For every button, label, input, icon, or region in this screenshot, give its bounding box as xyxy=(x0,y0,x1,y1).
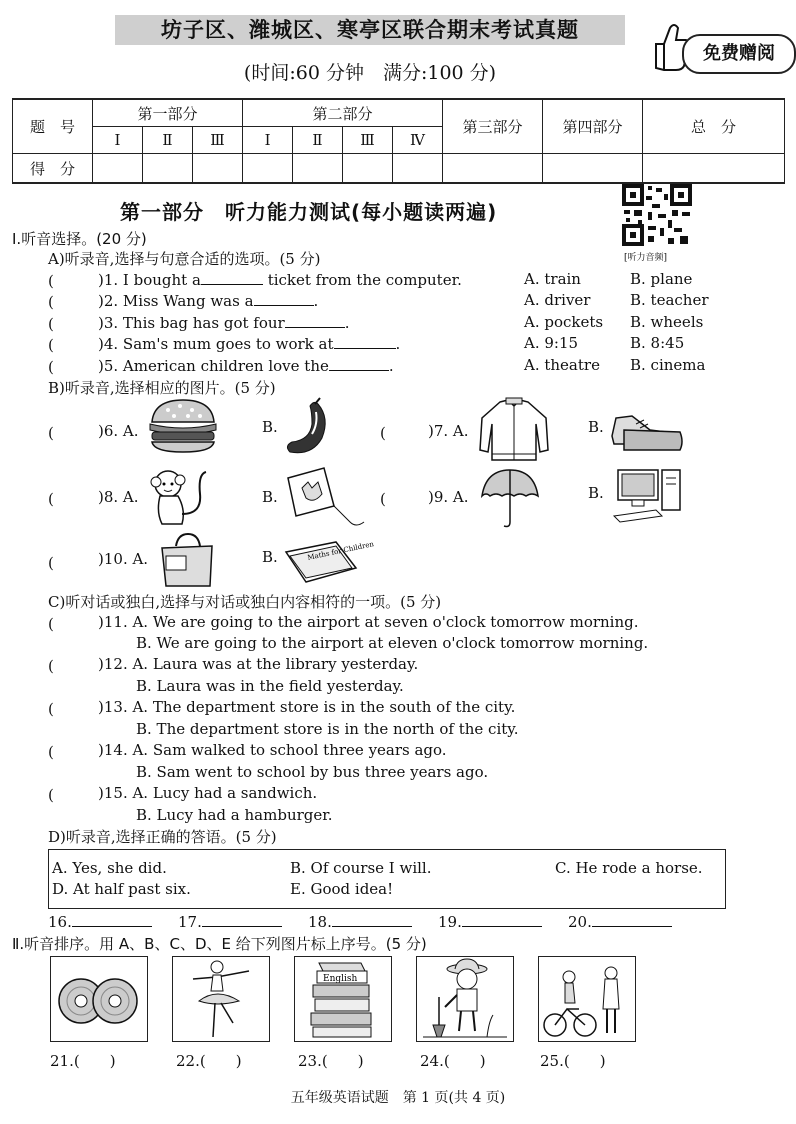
picture-question-label: )6. A. xyxy=(98,422,139,440)
question-1 xyxy=(98,270,462,289)
d-option-d: D. At half past six. xyxy=(52,880,191,898)
answer-blank[interactable] xyxy=(201,270,263,285)
part2-sub-3: Ⅲ xyxy=(343,127,393,154)
picture-22-frame[interactable] xyxy=(172,956,270,1042)
score-cell[interactable] xyxy=(393,154,443,184)
blank-number: 18. xyxy=(308,913,332,931)
section1-b-heading: B)听录音,选择相应的图片。(5 分) xyxy=(48,379,276,397)
order-label-22[interactable]: 22.( ) xyxy=(176,1052,242,1070)
jacket-image[interactable] xyxy=(478,398,550,462)
picture-question-label: )7. A. xyxy=(428,422,469,440)
row-label-score: 得 分 xyxy=(13,154,93,184)
row-label-question-number: 题 号 xyxy=(13,99,93,154)
answer-paren[interactable]: ( xyxy=(48,293,84,311)
exam-title: 坊子区、潍城区、寒亭区联合期末考试真题 xyxy=(115,15,625,45)
question-11-b: B. We are going to the airport at eleven o'clock tomorrow morning. xyxy=(136,634,649,652)
score-cell[interactable] xyxy=(443,154,543,184)
answer-paren[interactable]: ( xyxy=(48,315,84,333)
picture-question-label: )8. A. xyxy=(98,488,139,506)
score-cell[interactable] xyxy=(343,154,393,184)
total-header: 总 分 xyxy=(643,99,785,154)
score-cell[interactable] xyxy=(193,154,243,184)
answer-paren[interactable]: ( xyxy=(48,657,84,675)
score-cell[interactable] xyxy=(643,154,785,184)
d-answer-19 xyxy=(438,912,542,931)
question-text: )3. This bag has got four xyxy=(98,314,285,332)
answer-paren[interactable]: ( xyxy=(48,336,84,354)
part2-sub-1: Ⅰ xyxy=(243,127,293,154)
question-11-a: )11. A. We are going to the airport at seven o'clock tomorrow morning. xyxy=(98,613,639,631)
question-12-a: )12. A. Laura was at the library yesterday. xyxy=(98,655,419,673)
option-b-label: B. xyxy=(262,488,278,506)
book-title: English xyxy=(323,974,358,984)
part1-title: 第一部分 听力能力测试(每小题读两遍) xyxy=(120,200,498,224)
option-a: A. driver xyxy=(524,291,591,309)
picture-question-label: )10. A. xyxy=(98,550,149,568)
answer-blank[interactable] xyxy=(592,912,672,927)
option-b: B. cinema xyxy=(630,356,706,374)
blank-number: 20. xyxy=(568,913,592,931)
qr-code-icon xyxy=(622,184,692,246)
monkey-image[interactable] xyxy=(146,464,210,530)
exam-subtitle: (时间:60 分钟 满分:100 分) xyxy=(243,62,497,84)
d-option-e: E. Good idea! xyxy=(290,880,394,898)
part2-sub-2: Ⅱ xyxy=(293,127,343,154)
page-footer: 五年级英语试题 第 1 页(共 4 页) xyxy=(290,1090,506,1106)
option-b-label: B. xyxy=(262,418,278,436)
question-5 xyxy=(98,356,394,375)
score-cell[interactable] xyxy=(143,154,193,184)
option-a: A. pockets xyxy=(524,313,604,331)
answer-paren[interactable]: ( xyxy=(48,786,84,804)
d-answer-16 xyxy=(48,912,152,931)
question-text: )1. I bought a xyxy=(98,271,201,289)
picture-24-frame[interactable] xyxy=(416,956,514,1042)
d-answer-18 xyxy=(308,912,412,931)
picture-question-label: )9. A. xyxy=(428,488,469,506)
part1-sub-2: Ⅱ xyxy=(143,127,193,154)
score-cell[interactable] xyxy=(93,154,143,184)
question-3 xyxy=(98,313,349,332)
handbag-image[interactable] xyxy=(158,532,216,588)
answer-blank[interactable] xyxy=(202,912,282,927)
answer-paren[interactable]: ( xyxy=(48,700,84,718)
answer-blank[interactable] xyxy=(329,356,389,371)
section2-heading: Ⅱ.听音排序。用 A、B、C、D、E 给下列图片标上序号。(5 分) xyxy=(12,935,427,953)
ballet-dancer-image xyxy=(173,957,269,1041)
option-b-label: B. xyxy=(588,484,604,502)
section1-heading: Ⅰ.听音选择。(20 分) xyxy=(12,230,147,248)
order-label-21[interactable]: 21.( ) xyxy=(50,1052,116,1070)
part1-header: 第一部分 xyxy=(93,99,243,127)
answer-paren[interactable]: ( xyxy=(380,490,416,508)
option-b: B. plane xyxy=(630,270,693,288)
question-text: )4. Sam's mum goes to work at xyxy=(98,335,334,353)
answer-blank[interactable] xyxy=(334,334,396,349)
boy-planting-tree-image xyxy=(417,957,513,1041)
question-14-b: B. Sam went to school by bus three years ago. xyxy=(136,763,489,781)
d-option-c: C. He rode a horse. xyxy=(555,859,703,877)
order-label-23[interactable]: 23.( ) xyxy=(298,1052,364,1070)
cds-image xyxy=(51,957,147,1041)
d-answer-17 xyxy=(178,912,282,931)
d-option-a: A. Yes, she did. xyxy=(52,859,167,877)
kite-image[interactable] xyxy=(284,466,368,530)
option-b-label: B. xyxy=(262,548,278,566)
option-b: B. teacher xyxy=(630,291,709,309)
picture-23-frame[interactable] xyxy=(294,956,392,1042)
free-gift-badge xyxy=(648,14,794,78)
gift-label: 免费赠阅 xyxy=(682,34,796,74)
order-label-24[interactable]: 24.( ) xyxy=(420,1052,486,1070)
d-answer-20 xyxy=(568,912,672,931)
question-12-b: B. Laura was in the field yesterday. xyxy=(136,677,404,695)
question-text: . xyxy=(313,292,319,310)
question-text: )5. American children love the xyxy=(98,357,329,375)
question-13-b: B. The department store is in the north of the city. xyxy=(136,720,519,738)
question-text: . xyxy=(344,314,350,332)
score-cell[interactable] xyxy=(543,154,643,184)
sausage-image[interactable] xyxy=(282,398,332,458)
hamburger-image[interactable] xyxy=(148,398,218,454)
answer-blank[interactable] xyxy=(285,313,345,328)
qr-label: [听力音频] xyxy=(624,253,668,263)
answer-paren[interactable]: ( xyxy=(48,358,84,376)
question-text: . xyxy=(388,357,394,375)
question-text: . xyxy=(395,335,401,353)
magazine-title: Maths for Children xyxy=(306,540,375,562)
part2-sub-4: Ⅳ xyxy=(393,127,443,154)
books-image xyxy=(295,957,391,1041)
picture-21-frame[interactable] xyxy=(50,956,148,1042)
section1-c-heading: C)听对话或独白,选择与对话或独白内容相符的一项。(5 分) xyxy=(48,593,442,611)
part1-sub-3: Ⅲ xyxy=(193,127,243,154)
score-cell[interactable] xyxy=(293,154,343,184)
answer-paren[interactable]: ( xyxy=(48,743,84,761)
option-a: A. theatre xyxy=(524,356,600,374)
part2-header: 第二部分 xyxy=(243,99,443,127)
answer-paren[interactable]: ( xyxy=(48,615,84,633)
score-table xyxy=(12,98,785,184)
question-4 xyxy=(98,334,400,353)
option-a: A. train xyxy=(524,270,581,288)
part1-sub-1: Ⅰ xyxy=(93,127,143,154)
answer-paren[interactable]: ( xyxy=(380,424,416,442)
option-b: B. 8:45 xyxy=(630,334,685,352)
shoes-image[interactable] xyxy=(610,402,684,454)
answer-options-box xyxy=(48,849,726,909)
question-15-b: B. Lucy had a hamburger. xyxy=(136,806,333,824)
order-label-25[interactable]: 25.( ) xyxy=(540,1052,606,1070)
answer-paren[interactable]: ( xyxy=(48,272,84,290)
part3-header: 第三部分 xyxy=(443,99,543,154)
question-text: )2. Miss Wang was a xyxy=(98,292,254,310)
answer-blank[interactable] xyxy=(72,912,152,927)
blank-number: 19. xyxy=(438,913,462,931)
umbrella-image[interactable] xyxy=(478,466,542,530)
question-text: ticket from the computer. xyxy=(262,271,462,289)
blank-number: 17. xyxy=(178,913,202,931)
computer-image[interactable] xyxy=(612,468,690,524)
magazine-image[interactable] xyxy=(284,540,375,584)
question-14-a: )14. A. Sam walked to school three years ago. xyxy=(98,741,447,759)
answer-blank[interactable] xyxy=(332,912,412,927)
part4-header: 第四部分 xyxy=(543,99,643,154)
question-15-a: )15. A. Lucy had a sandwich. xyxy=(98,784,318,802)
answer-paren[interactable]: ( xyxy=(48,424,84,442)
children-riding-bike-image xyxy=(539,957,635,1041)
section1-a-heading: A)听录音,选择与句意合适的选项。(5 分) xyxy=(48,250,321,268)
question-2 xyxy=(98,291,318,310)
section1-d-heading: D)听录音,选择正确的答语。(5 分) xyxy=(48,828,277,846)
option-b-label: B. xyxy=(588,418,604,436)
score-cell[interactable] xyxy=(243,154,293,184)
picture-25-frame[interactable] xyxy=(538,956,636,1042)
d-option-b: B. Of course I will. xyxy=(290,859,432,877)
answer-paren[interactable]: ( xyxy=(48,490,84,508)
option-b: B. wheels xyxy=(630,313,704,331)
answer-blank[interactable] xyxy=(254,291,314,306)
answer-paren[interactable]: ( xyxy=(48,554,84,572)
answer-blank[interactable] xyxy=(462,912,542,927)
option-a: A. 9:15 xyxy=(524,334,579,352)
blank-number: 16. xyxy=(48,913,72,931)
question-13-a: )13. A. The department store is in the south of the city. xyxy=(98,698,516,716)
